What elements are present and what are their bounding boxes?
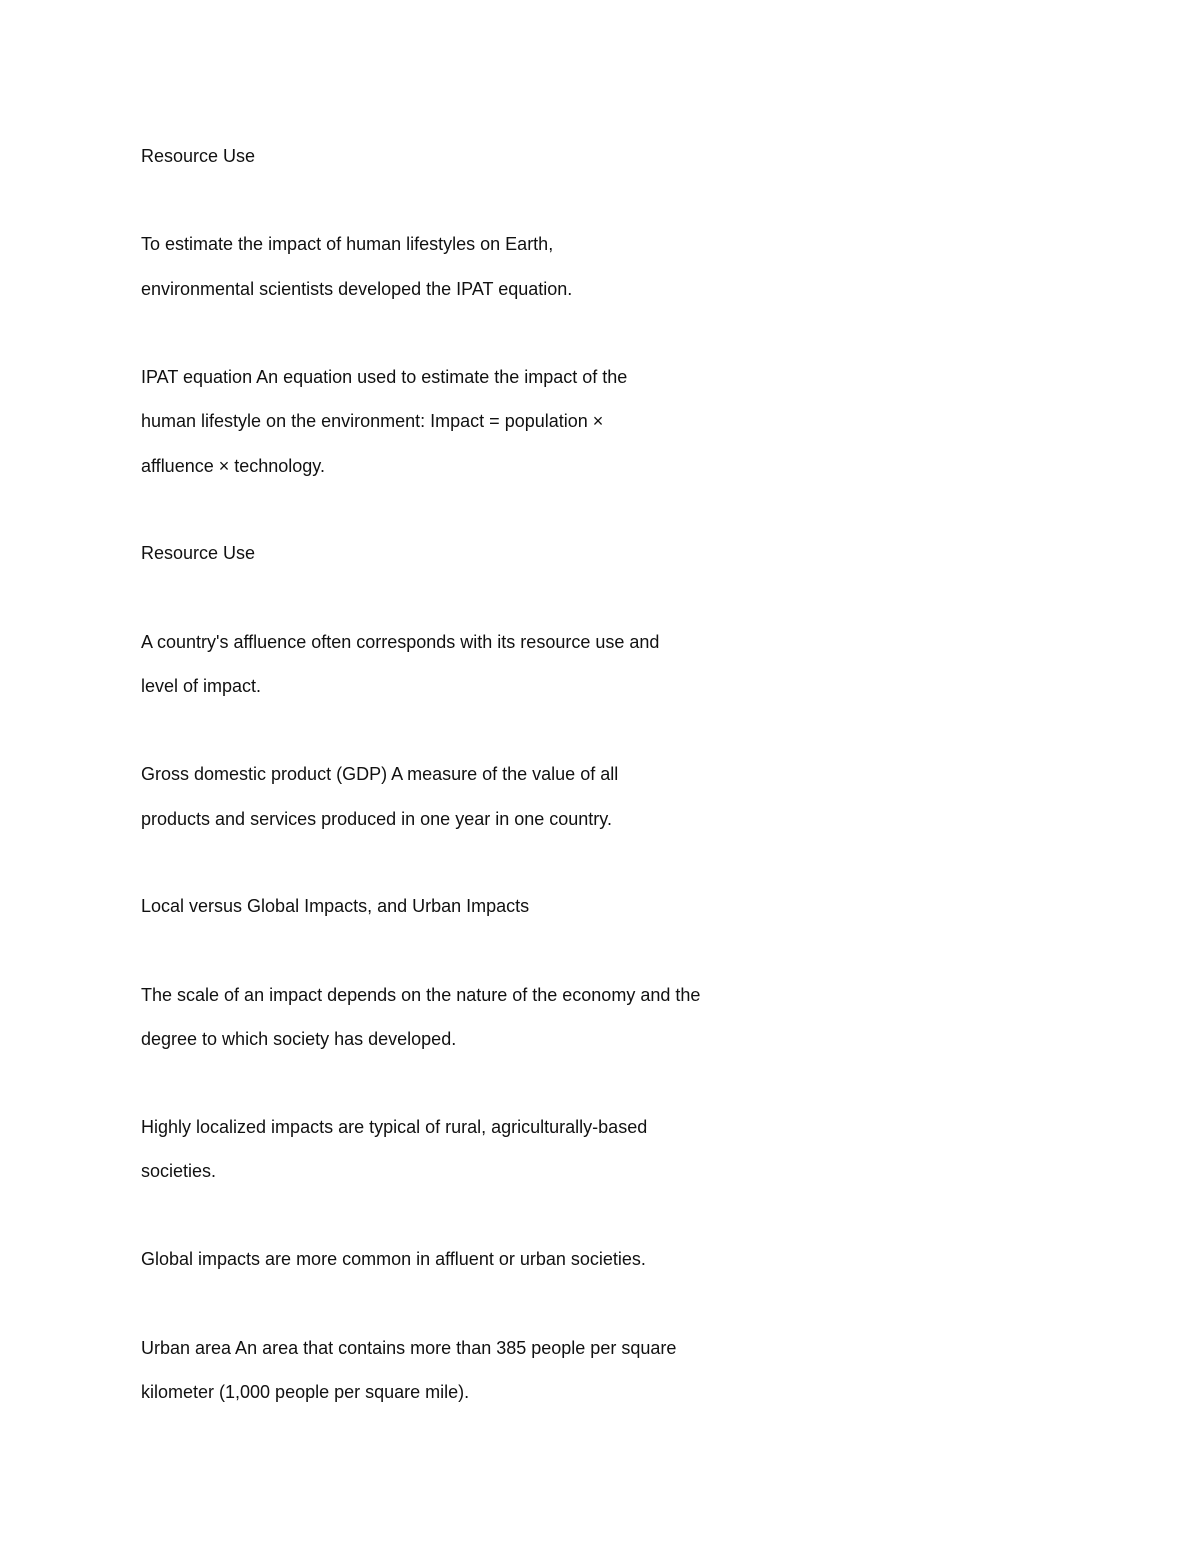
paragraph-line: Highly localized impacts are typical of rural, agriculturally-based: [141, 1117, 648, 1137]
paragraph-line: The scale of an impact depends on the nature of the economy and the: [141, 985, 701, 1005]
section-heading: Local versus Global Impacts, and Urban Impacts: [141, 896, 530, 916]
definition-line: IPAT equation An equation used to estimate the impact of the: [141, 367, 628, 387]
definition-line: products and services produced in one year in one country.: [141, 809, 612, 829]
paragraph-line: environmental scientists developed the IPAT equation.: [141, 279, 573, 299]
section-heading: Resource Use: [141, 543, 256, 563]
definition-line: kilometer (1,000 people per square mile).: [141, 1382, 470, 1402]
definition-line: Urban area An area that contains more than 385 people per square: [141, 1338, 677, 1358]
definition-line: affluence × technology.: [141, 456, 325, 476]
paragraph-line: To estimate the impact of human lifestyles on Earth,: [141, 234, 554, 254]
paragraph-line: degree to which society has developed.: [141, 1029, 457, 1049]
definition-line: Gross domestic product (GDP) A measure of the value of all: [141, 764, 619, 784]
paragraph-line: A country's affluence often corresponds with its resource use and: [141, 632, 660, 652]
paragraph-line: level of impact.: [141, 676, 262, 696]
paragraph-line: Global impacts are more common in affluent or urban societies.: [141, 1249, 646, 1269]
paragraph-line: societies.: [141, 1161, 217, 1181]
definition-line: human lifestyle on the environment: Impact = population ×: [141, 411, 604, 431]
section-heading: Resource Use: [141, 146, 256, 166]
